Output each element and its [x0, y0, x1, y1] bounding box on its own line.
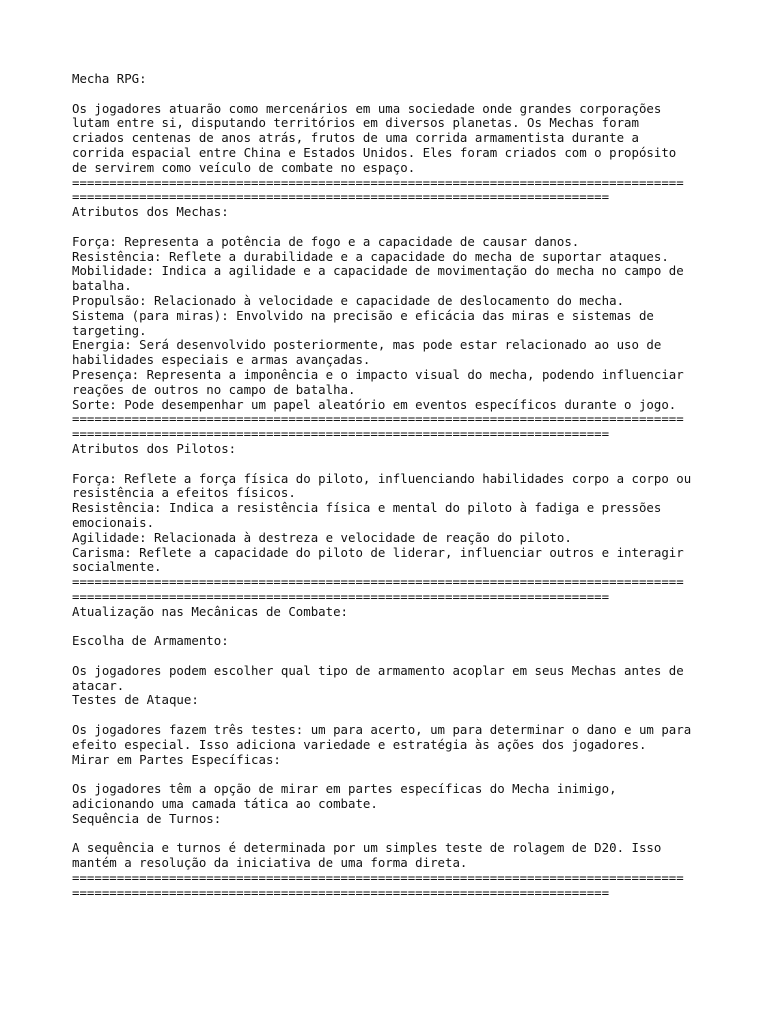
pilot-attribute-line: Força: Reflete a força física do piloto, influenciando habilidades corpo a corpo ou	[72, 470, 692, 486]
subheading-mirar: Mirar em Partes Específicas:	[72, 751, 281, 767]
blank-line	[72, 649, 712, 664]
intro-paragraph-line: corrida espacial entre China e Estados Unidos. Eles foram criados com o propósito	[72, 144, 677, 160]
mecha-attribute-line: Presença: Representa a imponência e o impacto visual do mecha, podendo influenciar	[72, 366, 684, 382]
combat-text-line: mantém a resolução da iniciativa de uma forma direta.	[72, 855, 468, 871]
mecha-attribute-line: Energia: Será desenvolvido posteriormente, mas pode estar relacionado ao uso de	[72, 337, 662, 353]
intro-paragraph-line: criados centenas de anos atrás, frutos de uma corrida armamentista durante a	[72, 130, 639, 146]
combat-text-line: atacar.	[72, 677, 125, 693]
section-heading-combate: Atualização nas Mecânicas de Combate:	[72, 603, 349, 619]
intro-paragraph-line: de servirem como veículo de combate no espaço.	[72, 159, 416, 175]
pilot-attribute-line: socialmente.	[72, 559, 162, 575]
blank-line	[72, 619, 712, 634]
mecha-attribute-line: batalha.	[72, 278, 132, 294]
pilot-attribute-line: Agilidade: Relacionada à destreza e velocidade de reação do piloto.	[72, 529, 572, 545]
mecha-attribute-line: Resistência: Reflete a durabilidade e a capacidade do mecha de suportar ataques.	[72, 248, 669, 264]
intro-paragraph-line: Os jogadores atuarão como mercenários em uma sociedade onde grandes corporações	[72, 100, 662, 116]
blank-line	[72, 767, 712, 782]
mecha-attribute-line: Mobilidade: Indica a agilidade e a capacidade de movimentação do mecha no campo de	[72, 263, 684, 279]
mecha-attribute-line: Sistema (para miras): Envolvido na precisão e eficácia das miras e sistemas de	[72, 307, 654, 323]
pilot-attribute-line: Carisma: Reflete a capacidade do piloto de liderar, influenciar outros e interagir	[72, 544, 684, 560]
subheading-testes: Testes de Ataque:	[72, 692, 199, 708]
separator-line: ========================================================================	[72, 427, 610, 442]
doc-title: Mecha RPG:	[72, 71, 147, 86]
intro-paragraph-line: lutam entre si, disputando territórios em diversos planetas. Os Mechas foram	[72, 115, 639, 131]
pilot-attribute-line: emocionais.	[72, 514, 155, 530]
combat-text-line: efeito especial. Isso adiciona variedade e estratégia às ações dos jogadores.	[72, 736, 647, 752]
separator-line: ========================================================================	[72, 190, 610, 205]
subheading-armamento: Escolha de Armamento:	[72, 633, 229, 649]
combat-text-line: Os jogadores podem escolher qual tipo de armamento acoplar em seus Mechas antes de	[72, 662, 684, 678]
separator-line: ========================================================================	[72, 589, 610, 604]
mecha-attribute-line: Sorte: Pode desempenhar um papel aleatório em eventos específicos durante o jogo.	[72, 396, 677, 412]
blank-line	[72, 220, 712, 235]
mecha-attribute-line: targeting.	[72, 322, 147, 338]
separator-line: ==================================================================================	[72, 871, 684, 886]
combat-text-line: Os jogadores fazem três testes: um para acerto, um para determinar o dano e um para	[72, 722, 692, 738]
mecha-attribute-line: habilidades especiais e armas avançadas.	[72, 352, 371, 368]
subheading-turnos: Sequência de Turnos:	[72, 810, 222, 826]
combat-text-line: adicionando uma camada tática ao combate.	[72, 796, 378, 812]
section-heading-pilotos: Atributos dos Pilotos:	[72, 440, 237, 456]
mecha-attribute-line: Propulsão: Relacionado à velocidade e capacidade de deslocamento do mecha.	[72, 292, 625, 308]
separator-line: ========================================================================	[72, 885, 610, 900]
separator-line: ==================================================================================	[72, 175, 684, 190]
separator-line: ==================================================================================	[72, 412, 684, 427]
blank-line	[72, 457, 712, 472]
pilot-attribute-line: resistência a efeitos físicos.	[72, 485, 296, 501]
mecha-attribute-line: reações de outros no campo de batalha.	[72, 381, 356, 397]
pilot-attribute-line: Resistência: Indica a resistência física e mental do piloto à fadiga e pressões	[72, 500, 662, 516]
blank-line	[72, 87, 712, 102]
blank-line	[72, 708, 712, 723]
document-page	[72, 72, 712, 901]
mecha-attribute-line: Força: Representa a potência de fogo e a capacidade de causar danos.	[72, 233, 580, 249]
combat-text-line: Os jogadores têm a opção de mirar em partes específicas do Mecha inimigo,	[72, 781, 617, 797]
combat-text-line: A sequência e turnos é determinada por um simples teste de rolagem de D20. Isso	[72, 840, 662, 856]
section-heading-mechas: Atributos dos Mechas:	[72, 204, 229, 220]
blank-line	[72, 827, 712, 842]
separator-line: ==================================================================================	[72, 575, 684, 590]
